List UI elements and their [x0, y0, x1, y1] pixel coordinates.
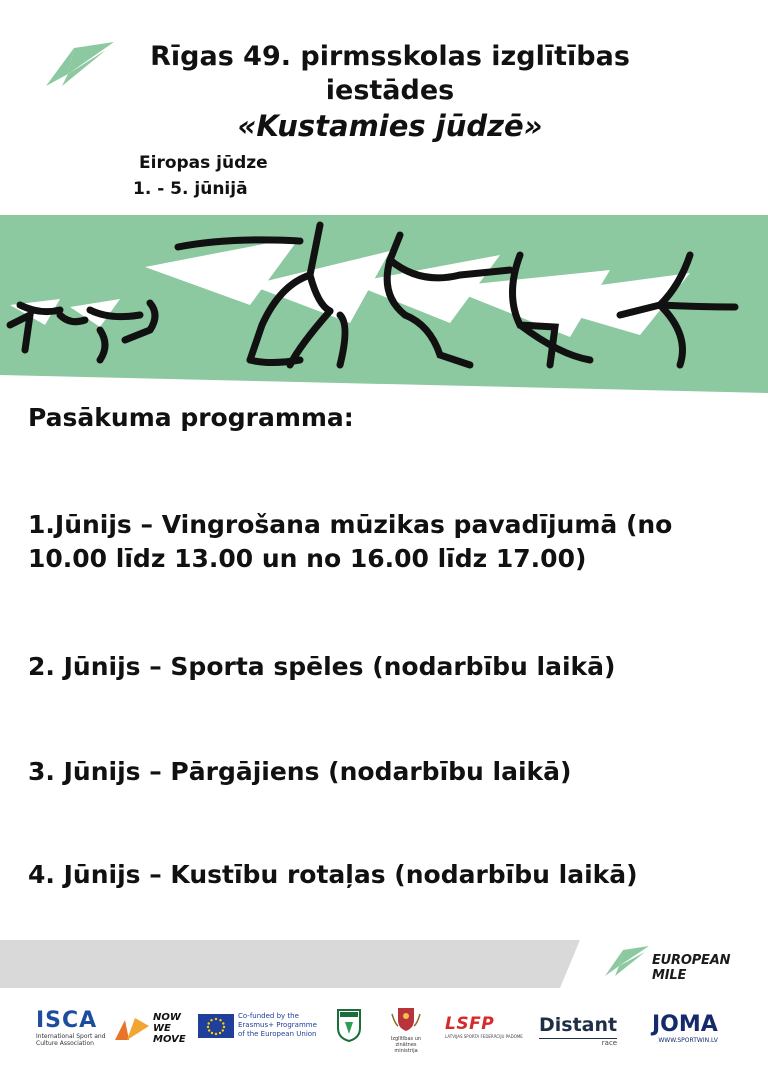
subtitle-block — [133, 150, 268, 202]
event-title: «Kustamies jūdzē» — [237, 109, 543, 143]
title-block — [150, 40, 630, 144]
joma-logo — [652, 1012, 718, 1044]
program-item: 3. Jūnijs – Pārgājiens (nodarbību laikā) — [28, 757, 572, 786]
now-we-move-logo — [115, 1012, 193, 1045]
distant-subtext: race — [539, 1038, 617, 1047]
lsfp-subtext: LATVIJAS SPORTA FEDERĀCIJU PADOME — [445, 1034, 523, 1039]
now-we-move-icon — [115, 1016, 149, 1042]
crest-icon — [336, 1008, 362, 1042]
lsfp-wordmark: LSFP — [445, 1014, 495, 1034]
joma-wordmark: JOMA — [652, 1012, 718, 1037]
isca-logo — [36, 1008, 108, 1047]
sports-crest-logo — [336, 1008, 362, 1046]
date-range: 1. - 5. jūnijā — [133, 179, 248, 199]
lsfp-logo — [445, 1014, 523, 1039]
sponsors-row — [0, 1000, 768, 1060]
european-mile-brand: EUROPEAN MILE — [652, 953, 731, 983]
runners-banner-illustration — [0, 215, 768, 395]
title-line-2: iestādes — [325, 75, 455, 106]
isca-wordmark: ISCA — [36, 1008, 98, 1033]
program-item: 2. Jūnijs – Sporta spēles (nodarbību laikā) — [28, 652, 616, 681]
now-we-move-text: NOW WE MOVE — [153, 1012, 186, 1045]
ministry-logo — [388, 1006, 424, 1054]
eu-flag-icon — [198, 1014, 234, 1038]
title-line-1: Rīgas 49. pirmsskolas izglītības — [150, 41, 630, 72]
eu-erasmus-logo — [198, 1012, 318, 1039]
european-mile-footer-logo-icon — [603, 944, 651, 978]
joma-url: WWW.SPORTWIN.LV — [658, 1037, 718, 1044]
distant-race-logo — [539, 1014, 617, 1047]
isca-subtext: International Sport and Culture Association — [36, 1033, 106, 1047]
subtitle-line-1: Eiropas jūdze — [139, 153, 268, 173]
program-item: 4. Jūnijs – Kustību rotaļas (nodarbību laikā) — [28, 860, 638, 889]
coat-of-arms-icon — [389, 1006, 423, 1032]
distant-wordmark: Distant — [539, 1014, 618, 1036]
ministry-text: Izglītības un zinātnes ministrija — [390, 1036, 422, 1054]
european-mile-logo-icon — [44, 40, 116, 90]
eu-funding-text: Co-funded by the Erasmus+ Programme of the European Union — [238, 1012, 317, 1038]
program-heading: Pasākuma programma: — [28, 403, 354, 432]
program-item: 1.Jūnijs – Vingrošana mūzikas pavadījumā (no 10.00 līdz 13.00 un no 16.00 līdz 17.00) — [28, 510, 673, 573]
